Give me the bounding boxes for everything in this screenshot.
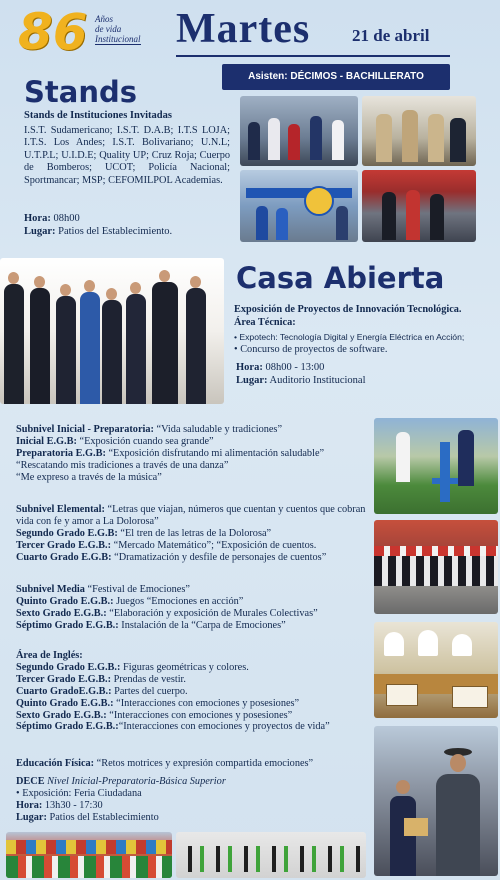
stands-hora-label: Hora:: [24, 213, 51, 224]
casa-abierta-bullet-1-text: Expotech: Tecnología Digital y Energía Eléctrica en Acción;: [239, 332, 465, 342]
food-sign-2: [452, 686, 488, 708]
dece-hora-value: 13h30 - 17:30: [42, 799, 103, 811]
casa-abierta-hora-label: Hora:: [236, 362, 263, 373]
attendees-banner: Asisten: DÉCIMOS - BACHILLERATO: [222, 64, 450, 90]
stands-photo-2: [362, 96, 476, 166]
dece-levels: Nivel Inicial-Preparatoria-Básica Superior: [44, 776, 226, 787]
teacher-student-photo: [374, 726, 498, 876]
ingles-row-label: Quinto Grado E.G.B.:: [16, 697, 114, 709]
ingles-row-text: “Interacciones con emociones y posesiones”: [106, 709, 293, 721]
kids-sports-photo: [176, 832, 366, 878]
ingles-row-label: Sexto Grado E.G.B.:: [16, 709, 107, 721]
stands-lugar: [24, 226, 172, 239]
ingles-row-text: Prendas de vestir.: [111, 673, 186, 685]
quinto-grado-label: Quinto Grado E.G.B.:: [16, 595, 114, 607]
casa-abierta-subtitle-1: Exposición de Proyectos de Innovación Tecnológica.: [234, 304, 462, 315]
date-label: 21 de abril: [352, 26, 430, 45]
casa-abierta-subtitle-2: Área Técnica:: [234, 317, 296, 328]
anniversary-text: [95, 14, 141, 45]
subnivel-elemental-label: Subnivel Elemental:: [16, 504, 105, 515]
ingles-row-label: Séptimo Grado E.G.B.:: [16, 721, 119, 733]
ingles-row-text: “Interacciones con emociones y proyectos de vida”: [118, 721, 330, 733]
tercer-grado-label: Tercer Grado E.G.B.:: [16, 539, 112, 551]
subnivel-inicial-section: [16, 424, 368, 484]
kids-parade-photo: [374, 520, 498, 614]
ingles-row-label: Tercer Grado E.G.B.:: [16, 673, 112, 685]
educacion-fisica-line: [16, 758, 368, 770]
dece-lugar-label: Lugar:: [16, 811, 47, 823]
ingles-row-label: Cuarto GradoE.G.B.:: [16, 685, 112, 697]
food-sign-1: [386, 684, 418, 706]
subnivel-media-text: “Festival de Emociones”: [84, 584, 190, 595]
ingles-row-label: Segundo Grado E.G.B.:: [16, 661, 121, 673]
sexto-grado-text: “Elaboración y exposición de Murales Colectivas”: [106, 607, 318, 619]
casa-abierta-lugar-label: Lugar:: [236, 375, 268, 386]
casa-abierta-bullet-2-text: Concurso de proyectos de software.: [240, 344, 388, 355]
casa-abierta-lugar: [236, 375, 366, 388]
casa-abierta-hora: [236, 362, 324, 375]
segundo-grado-text: “El tren de las letras de la Dolorosa”: [117, 527, 272, 539]
stands-photo-3: [240, 170, 358, 242]
dece-hora-label: Hora:: [16, 799, 43, 811]
educacion-fisica-text: “Retos motrices y expresión compartida emociones”: [94, 758, 314, 769]
stands-lugar-label: Lugar:: [24, 226, 56, 237]
subnivel-media-section: [16, 584, 368, 632]
casa-abierta-bullet-1: • Expotech: Tecnología Digital y Energía Eléctrica en Acción;: [234, 332, 465, 342]
stands-lugar-value: Patios del Establecimiento.: [55, 226, 173, 237]
musica-text: “Me expreso a través de la música”: [16, 471, 162, 483]
inicial-egb-label: Inicial E.G.B:: [16, 435, 77, 447]
anniversary-text-line-1: Años: [95, 14, 113, 24]
stands-subtitle: Stands de Instituciones Invitadas: [24, 110, 172, 121]
stands-hora-value: 08h00: [50, 213, 80, 224]
subnivel-elemental-section: [16, 504, 368, 564]
casa-abierta-hora-value: 08h00 - 13:00: [262, 362, 325, 373]
educacion-fisica-label: Educación Física:: [16, 758, 95, 769]
casa-abierta-bullet-2: • Concurso de proyectos de software.: [234, 344, 388, 355]
subnivel-elemental-text: “Letras que viajan, números que cuentan y cuentos que cobran vida con fe y amor a La Dolorosa”: [16, 504, 366, 527]
cuarto-grado-label: Cuarto Grado E.G.B:: [16, 551, 112, 563]
stands-photo-4: [362, 170, 476, 242]
septimo-grado-label: Séptimo Grado E.G.B.:: [16, 619, 119, 631]
septimo-grado-text: Instalación de la “Carpa de Emociones”: [118, 619, 286, 631]
dece-section: DECE Nivel Inicial-Preparatoria-Básica Superior • Exposición: Feria Ciudadana Hora: 13h30 - 17:30 Lugar: Patios del Establecimiento: [16, 776, 226, 823]
ingles-row-text: Partes del cuerpo.: [111, 685, 188, 697]
food-exhibit-photo: [374, 622, 498, 718]
cuarto-grado-text: “Dramatización y desfile de personajes de cuentos”: [111, 551, 327, 563]
stands-photo-1: [240, 96, 358, 166]
dece-bullet: Exposición: Feria Ciudadana: [22, 787, 142, 799]
area-ingles-section: [16, 650, 368, 733]
anniversary-text-line-3: Institucional: [95, 34, 141, 44]
stands-title: Stands: [24, 75, 137, 109]
subnivel-media-label: Subnivel Media: [16, 584, 85, 595]
kids-costumes-photo: [6, 832, 172, 878]
preparatoria-egb-text: “Exposición disfrutando mi alimentación saludable”: [105, 447, 325, 459]
inicial-egb-text: “Exposición cuando sea grande”: [76, 435, 214, 447]
anniversary-text-line-2: de vida: [95, 24, 122, 34]
dece-lugar-value: Patios del Establecimiento: [46, 811, 159, 823]
stands-hora: [24, 213, 80, 226]
sexto-grado-label: Sexto Grado E.G.B.:: [16, 607, 107, 619]
tercer-grado-text: “Mercado Matemático”; “Exposición de cuentos.: [111, 539, 317, 551]
day-title: Martes: [176, 6, 311, 52]
area-ingles-title: Área de Inglés:: [16, 650, 83, 661]
header-divider: [176, 55, 450, 57]
dece-label: DECE: [16, 776, 45, 787]
casa-abierta-title: Casa Abierta: [236, 261, 445, 295]
officials-group-photo: [0, 258, 224, 404]
subnivel-inicial-text: “Vida saludable y tradiciones”: [153, 424, 283, 435]
kids-playground-photo: [374, 418, 498, 514]
quinto-grado-text: Juegos “Emociones en acción”: [113, 595, 244, 607]
stands-institutions: I.S.T. Sudamericano; I.S.T. D.A.B; I.T.S LOJA; I.T.S. Los Andes; I.S.T. Bolivariano; U.N.L; U.T.P.L; U.I.D.E; Quality UP; Cruz Roja; Cuerpo de Bomberos; UCOT; Policía Nacional; Sportmancar; MSP; CEFOMILPOL Academias.: [24, 125, 230, 186]
tradiciones-text: “Rescatando mis tradiciones a través de una danza”: [16, 459, 229, 471]
ingles-row-text: “Interacciones con emociones y posesiones”: [113, 697, 300, 709]
subnivel-inicial-label: Subnivel Inicial - Preparatoria:: [16, 424, 154, 435]
preparatoria-egb-label: Preparatoria E.G.B:: [16, 447, 106, 459]
ingles-row-text: Figuras geométricas y colores.: [120, 661, 249, 673]
anniversary-number: 86: [18, 3, 88, 61]
segundo-grado-label: Segundo Grado E.G.B:: [16, 527, 118, 539]
casa-abierta-lugar-value: Auditorio Institucional: [267, 375, 366, 386]
